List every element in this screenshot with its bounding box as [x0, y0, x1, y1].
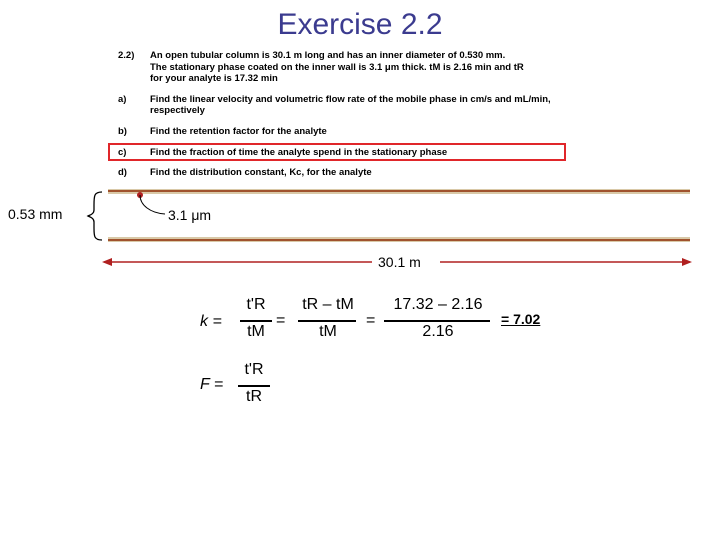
k-equals-1: = — [276, 312, 286, 329]
length-arrowhead-left — [102, 258, 112, 266]
part-b-letter: b) — [118, 125, 127, 137]
k-frac3-bar — [384, 320, 490, 322]
part-c-letter: c) — [118, 146, 127, 158]
F-denominator: tR — [246, 388, 262, 405]
k-frac1-numerator: t'R — [246, 296, 266, 313]
k-lhs: k = — [200, 313, 222, 330]
part-a-text: Find the linear velocity and volumetric flow rate of the mobile phase in cm/s and mL/min, respectively — [150, 93, 551, 117]
k-frac3-den-box — [382, 323, 494, 341]
problem-number: 2.2) — [118, 50, 135, 61]
film-pointer-line — [140, 195, 165, 214]
length-arrowhead-right — [682, 258, 692, 266]
F-lhs: F = — [200, 376, 224, 393]
F-fraction — [236, 361, 272, 379]
k-frac2-denominator: tM — [319, 323, 337, 340]
F-den-box — [236, 388, 272, 406]
statement-line-1: An open tubular column is 30.1 m long and has an inner diameter of 0.530 mm. — [150, 50, 506, 61]
statement-line-2: The stationary phase coated on the inner wall is 3.1 μm thick. tM is 2.16 min and tR — [150, 61, 524, 73]
k-fraction-3 — [382, 296, 494, 314]
part-d-text: Find the distribution constant, Kc, for the analyte — [150, 167, 372, 179]
film-thickness-label: 3.1 μm — [168, 207, 212, 223]
part-c-text: Find the fraction of time the analyte spend in the stationary phase — [150, 146, 448, 158]
part-a-letter: a) — [118, 93, 127, 105]
k-result — [501, 311, 540, 327]
k-frac3-numerator: 17.32 – 2.16 — [393, 296, 483, 313]
statement-line-3: for your analyte is 17.32 min — [150, 73, 278, 85]
k-frac3-denominator: 2.16 — [422, 323, 454, 340]
k-frac1-den-box — [238, 323, 274, 341]
part-b-text: Find the retention factor for the analyte — [150, 125, 327, 137]
column-top-wall — [108, 190, 690, 192]
diameter-brace — [88, 192, 102, 240]
k-fraction-2 — [296, 296, 360, 314]
part-d-letter: d) — [118, 167, 127, 179]
slide-title: Exercise 2.2 — [277, 8, 443, 41]
diameter-label: 0.53 mm — [8, 206, 63, 222]
F-fraction-bar — [238, 385, 270, 387]
F-numerator: t'R — [244, 361, 264, 378]
k-frac1-bar — [240, 320, 272, 322]
length-label: 30.1 m — [378, 254, 421, 270]
k-frac1-denominator: tM — [247, 323, 265, 340]
k-frac2-numerator: tR – tM — [302, 296, 354, 313]
k-result-value: = 7.02 — [501, 311, 541, 327]
k-fraction-1 — [238, 296, 274, 314]
k-equals-2: = — [366, 312, 376, 329]
k-frac2-bar — [298, 320, 356, 322]
column-bottom-wall — [108, 239, 690, 241]
k-frac2-den-box — [296, 323, 360, 341]
